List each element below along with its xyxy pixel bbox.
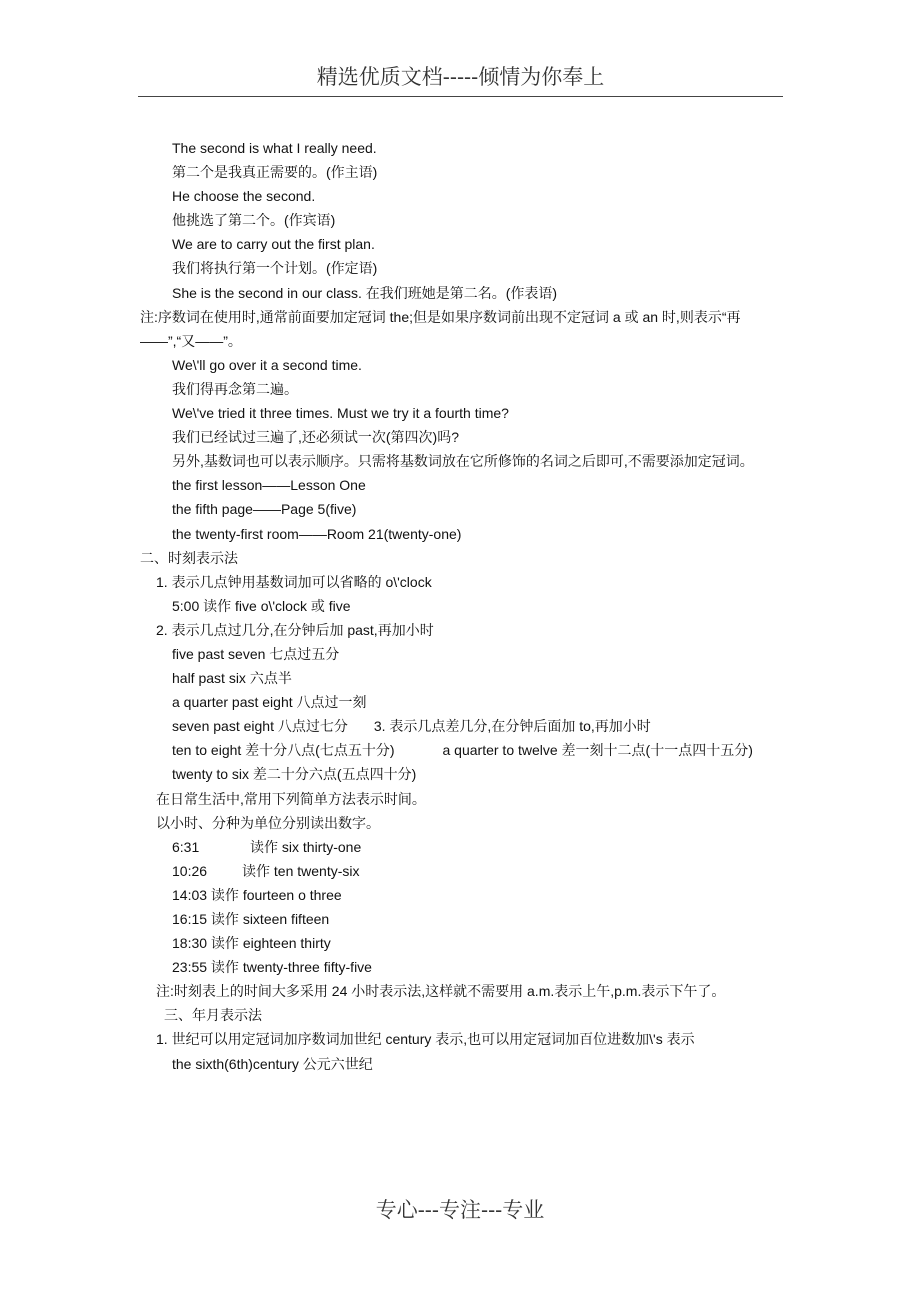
example-line: We are to carry out the first plan. <box>172 236 375 253</box>
example-text: a quarter to twelve 差一刻十二点(十一点四十五分) <box>442 742 753 759</box>
paragraph: 在日常生活中,常用下列简单方法表示时间。 <box>156 790 426 807</box>
example-line: He choose the second. <box>172 188 316 205</box>
example-line: half past six 六点半 <box>172 670 292 687</box>
translation-line: 我们已经试过三遍了,还必须试一次(第四次)吗? <box>172 429 459 446</box>
example-line: We\'ll go over it a second time. <box>172 356 362 373</box>
time-reading: 读作 ten twenty-six <box>242 862 360 879</box>
translation-line: 我们得再念第二遍。 <box>172 380 298 397</box>
page-header: 精选优质文档-----倾情为你奉上 <box>138 62 783 97</box>
time-example <box>140 859 782 883</box>
time-reading: 读作 six thirty-one <box>250 838 362 855</box>
example-line: the sixth(6th)century 公元六世纪 <box>172 1055 373 1072</box>
time-value: 6:31 <box>172 838 200 855</box>
subsection-item: 2. 表示几点过几分,在分钟后加 past,再加小时 <box>156 621 434 638</box>
example-line: the fifth page——Page 5(five) <box>172 501 357 518</box>
example-text: ten to eight 差十分八点(七点五十分) <box>172 742 395 759</box>
time-example: 14:03 读作 fourteen o three <box>172 886 342 903</box>
translation-line: 他挑选了第二个。(作宾语) <box>172 212 336 229</box>
paragraph: 另外,基数词也可以表示顺序。只需将基数词放在它所修饰的名词之后即可,不需要添加定冠词。 <box>172 453 754 470</box>
example-line: We\'ve tried it three times. Must we try it a fourth time? <box>172 405 509 422</box>
example-line: 5:00 读作 five o\'clock 或 five <box>172 597 351 614</box>
subsection-item: 1. 世纪可以用定冠词加序数词加世纪 century 表示,也可以用定冠词加百位进数加\'s 表示 <box>156 1031 695 1048</box>
section-heading: 二、时刻表示法 <box>140 549 238 566</box>
subsection-item: 1. 表示几点钟用基数词加可以省略的 o\'clock <box>156 573 432 590</box>
document-body <box>140 136 782 1076</box>
example-text: seven past eight 八点过七分 <box>172 718 348 735</box>
time-example <box>140 835 782 859</box>
example-line: twenty to six 差二十分六点(五点四十分) <box>172 766 417 783</box>
example-line: a quarter past eight 八点过一刻 <box>172 694 367 711</box>
example-line: the twenty-first room——Room 21(twenty-one) <box>172 525 462 542</box>
subsection-item: 3. 表示几点差几分,在分钟后面加 to,再加小时 <box>373 718 651 735</box>
section-heading: 三、年月表示法 <box>164 1007 262 1024</box>
time-value: 10:26 <box>172 862 208 879</box>
example-line: the first lesson——Lesson One <box>172 477 366 494</box>
example-line <box>140 714 782 738</box>
translation-line: 第二个是我真正需要的。(作主语) <box>172 164 378 181</box>
time-example: 18:30 读作 eighteen thirty <box>172 935 331 952</box>
time-example: 23:55 读作 twenty-three fifty-five <box>172 959 372 976</box>
translation-line: 我们将执行第一个计划。(作定语) <box>172 260 378 277</box>
page-footer: 专心---专注---专业 <box>375 1198 545 1222</box>
example-line <box>140 738 782 762</box>
time-example: 16:15 读作 sixteen fifteen <box>172 911 330 927</box>
example-line: five past seven 七点过五分 <box>172 645 340 662</box>
note-paragraph: 注:时刻表上的时间大多采用 24 小时表示法,这样就不需要用 a.m.表示上午,p.m.表示下午了。 <box>156 983 726 1000</box>
paragraph: 以小时、分种为单位分别读出数字。 <box>156 814 380 831</box>
note-paragraph: 注:序数词在使用时,通常前面要加定冠词 the;但是如果序数词前出现不定冠词 a 或 an 时,则表示“再——”,“又——”。 <box>140 308 741 349</box>
example-line: She is the second in our class. 在我们班她是第二名。(作表语) <box>172 284 558 301</box>
example-line: The second is what I really need. <box>172 140 377 156</box>
